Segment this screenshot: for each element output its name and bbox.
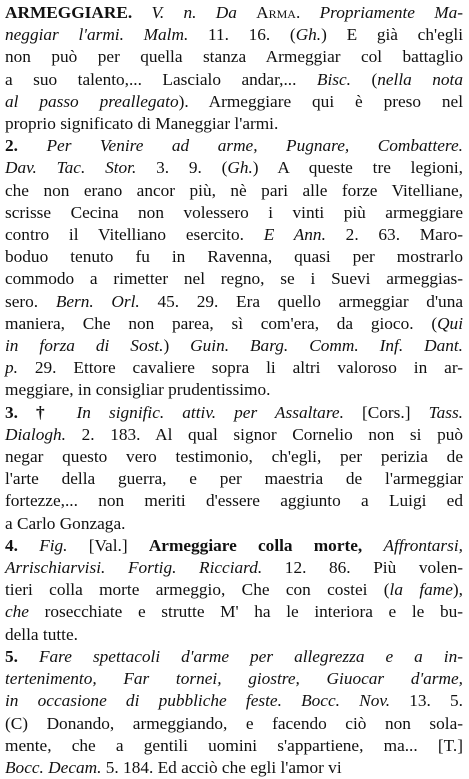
text-run: 5. <box>5 646 39 666</box>
text-run: ARMEGGIARE. <box>5 3 133 22</box>
text-line <box>5 446 463 468</box>
text-run: ( <box>350 69 378 89</box>
text-run: Gh. <box>227 158 253 178</box>
text-run: In signific. attiv. per Assaltare. <box>76 402 344 422</box>
text-run: 13. 5. <box>390 691 463 711</box>
text-line <box>5 490 463 512</box>
text-run <box>237 3 256 22</box>
text-run: p. <box>5 358 18 378</box>
text-line <box>5 557 463 579</box>
text-run: contro il Vitelliano esercito. <box>5 225 264 245</box>
text-run: Arma <box>256 3 296 22</box>
text-run: 2. 183. Al qual signor Cornelio non si può <box>65 424 463 444</box>
text-run: 12. 86. Più volen- <box>262 558 463 578</box>
text-line <box>5 579 463 601</box>
text-line <box>5 69 463 91</box>
text-run: Affrontarsi, <box>383 535 463 555</box>
text-run: la fame <box>389 580 453 600</box>
text-run: ) <box>163 336 191 356</box>
text-line <box>5 224 463 246</box>
text-line <box>5 2 463 24</box>
text-run: Bocc. Decam. <box>5 757 102 777</box>
text-line <box>5 601 463 623</box>
text-run: Gh. <box>295 25 322 45</box>
text-line <box>5 91 463 113</box>
text-run: Fig. <box>39 535 68 555</box>
text-run: ) A queste tre legioni, <box>252 158 463 178</box>
text-line <box>5 268 463 290</box>
text-line <box>5 157 463 179</box>
text-run: Guin. Barg. Comm. Inf. Dant. <box>190 336 463 356</box>
text-run: [Val.] <box>67 535 149 555</box>
text-run: scrisse Cecina non volessero i vinti più armeggiare <box>5 202 463 222</box>
text-line <box>5 757 463 779</box>
text-line <box>5 24 463 46</box>
text-run: . <box>295 3 320 22</box>
text-line <box>5 468 463 490</box>
text-run: Fortig. Ricciard. <box>127 558 263 578</box>
text-run: proprio significato di Maneggiar l'armi. <box>5 114 279 134</box>
text-run: Bern. Orl. <box>55 291 140 311</box>
text-run: Armeggiare colla morte, <box>148 535 363 555</box>
text-line <box>5 291 463 313</box>
text-line <box>5 202 463 224</box>
text-line <box>5 313 463 335</box>
text-run: [Cors.] <box>343 402 429 422</box>
text-run: Dav. Tac. Stor. <box>5 158 137 178</box>
text-run: Bocc. Nov. <box>301 691 391 711</box>
text-run <box>196 3 215 22</box>
text-run: tieri colla morte armeggio, Che con costei ( <box>5 580 390 600</box>
text-run <box>362 536 383 555</box>
text-line <box>5 246 463 268</box>
text-run: meggiare, in consigliar prudentissimo. <box>5 380 271 400</box>
text-run: 45. 29. Era quello armeggiar d'una <box>139 291 464 311</box>
text-run: Bisc. <box>316 69 351 89</box>
text-run: 3. † <box>5 402 77 422</box>
text-line <box>5 535 463 557</box>
text-run: 2. <box>5 136 47 156</box>
text-line <box>5 335 463 357</box>
text-run: non può per quella stanza Armeggiar col battaglio <box>5 47 463 67</box>
text-line <box>5 624 463 646</box>
text-run: 5. 184. Ed acciò che egli l'amor vi <box>101 757 342 777</box>
text-run: negar questo vero testimonio, ch'egli, per perizia de <box>5 447 463 467</box>
text-run: sero. <box>5 291 56 311</box>
text-line <box>5 379 463 401</box>
text-run: Qui <box>437 313 463 333</box>
text-run: fortezze,... non meriti d'essere aggiunto a Luigi ed <box>5 491 463 511</box>
text-run: mente, che a gentili uomini s'appartiene, ma... [T.] <box>5 735 463 755</box>
text-run: Da <box>215 3 237 22</box>
text-run: Dialogh. <box>5 424 66 444</box>
text-run <box>124 25 144 44</box>
text-run: Arrischiarvisi. <box>5 558 106 578</box>
text-line <box>5 513 463 535</box>
text-run: boduo tenuto fu in Ravenna, quasi per mostrarlo <box>5 247 463 267</box>
text-line <box>5 46 463 68</box>
text-run: in occasione di pubbliche feste. <box>5 691 282 711</box>
text-line <box>5 180 463 202</box>
text-run <box>105 558 128 577</box>
text-run: che <box>5 602 29 622</box>
text-run: maniera, Che non parea, sì com'era, da gioco. ( <box>5 313 438 333</box>
text-line <box>5 668 463 690</box>
text-run: l'arte della guerra, e per maestria de l'armeggiar <box>5 469 463 489</box>
text-run: Fare spettacoli d'arme per allegrezza e a in- <box>38 646 464 666</box>
text-run: V. n. <box>151 3 197 22</box>
text-run: 11. 16. ( <box>188 25 296 45</box>
text-run: ), <box>452 580 463 600</box>
text-run: 2. 63. Maro- <box>325 225 463 245</box>
text-run: al passo preallegato <box>5 91 179 111</box>
text-line <box>5 357 463 379</box>
text-run: che non erano ancor più, nè pari alle forze Vitelliane, <box>5 180 463 200</box>
text-line <box>5 690 463 712</box>
text-line <box>5 424 463 446</box>
text-run: tertenimento, Far torneі, giostre, Giuocar d'arme, <box>5 669 463 689</box>
text-line <box>5 402 463 424</box>
text-line <box>5 135 463 157</box>
text-run: a Carlo Gonzaga. <box>5 513 126 533</box>
text-line <box>5 113 463 135</box>
text-run: a suo talento,... Lascialo andar,... <box>5 69 317 89</box>
text-run: Per Venire ad arme, Pugnare, Combattere. <box>46 136 463 156</box>
text-run: Propriamente Ma- <box>319 3 464 22</box>
text-run: E Ann. <box>263 225 326 245</box>
text-line <box>5 646 463 668</box>
text-run <box>132 3 151 22</box>
text-line <box>5 713 463 735</box>
text-run: 3. 9. ( <box>136 158 228 178</box>
text-run: neggiar l'armi. <box>5 25 124 45</box>
text-line <box>5 735 463 757</box>
text-run <box>282 691 301 710</box>
text-run: Tass. <box>428 402 463 422</box>
text-run: della tutte. <box>5 624 78 644</box>
text-run: commodo a rimetter nel regno, se i Suevi armeggias- <box>5 269 463 289</box>
text-run: ). Armeggiare qui è preso nel <box>178 91 463 111</box>
text-run: (C) Donando, armeggiando, e facendo ciò non sola- <box>5 713 463 733</box>
text-run: ) E già ch'egli <box>321 25 463 45</box>
text-run: 4. <box>5 535 40 555</box>
text-run: 29. Ettore cavaliere sopra li altri valoroso in ar- <box>17 358 463 378</box>
text-run: in forza di Sost. <box>5 336 164 356</box>
text-run: rosecchiate e strutte M' ha le interiora e le bu- <box>28 602 463 622</box>
text-run: Malm. <box>143 25 189 45</box>
text-run: nella nota <box>377 69 463 89</box>
